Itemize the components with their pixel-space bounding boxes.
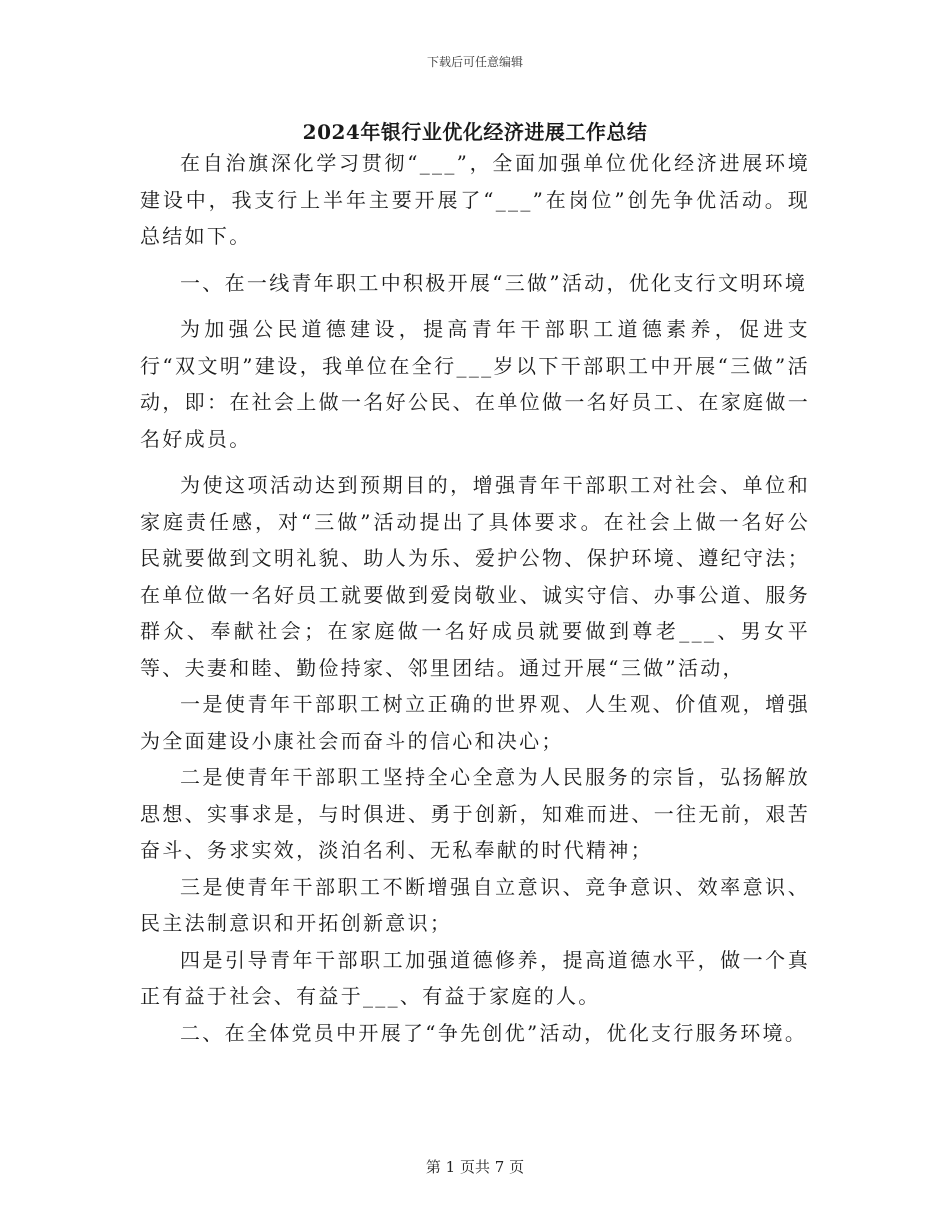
paragraph-point-2: 二是使青年干部职工坚持全心全意为人民服务的宗旨，弘扬解放思想、实事求是，与时俱进、勇于创新，知难而进、一往无前，艰苦奋斗、务求实效，淡泊名利、无私奉献的时代精神； bbox=[140, 765, 810, 862]
paragraph-requirements: 为使这项活动达到预期目的，增强青年干部职工对社会、单位和家庭责任感，对“三做”活动提出了具体要求。在社会上做一名好公民就要做到文明礼貌、助人为乐、爱护公物、保护环境、遵纪守法；在单位做一名好员工就要做到爱岗敬业、诚实守信、办事公道、服务群众、奉献社会；在家庭做一名好成员就要做到尊老___、男女平等、夫妻和睦、勤俭持家、邻里团结。通过开展“三做”活动， bbox=[140, 473, 810, 680]
paragraph-point-3: 三是使青年干部职工不断增强自立意识、竞争意识、效率意识、民主法制意识和开拓创新意识； bbox=[140, 874, 810, 935]
paragraph-three-do-activity: 为加强公民道德建设，提高青年干部职工道德素养，促进支行“双文明”建设，我单位在全行___岁以下干部职工中开展“三做”活动，即：在社会上做一名好公民、在单位做一名好员工、在家庭做一名好成员。 bbox=[140, 317, 810, 451]
paragraph-point-1: 一是使青年干部职工树立正确的世界观、人生观、价值观，增强为全面建设小康社会而奋斗的信心和决心； bbox=[140, 692, 810, 753]
page-header-note: 下载后可任意编辑 bbox=[426, 55, 523, 69]
document-body bbox=[140, 145, 810, 1051]
section-heading-1: 一、在一线青年职工中积极开展“三做”活动，优化支行文明环境 bbox=[180, 270, 808, 295]
paragraph-intro: 在自治旗深化学习贯彻“___”，全面加强单位优化经济进展环境建设中，我支行上半年主要开展了“___”在岗位”创先争优活动。现总结如下。 bbox=[140, 151, 810, 248]
page-number-footer: 第 1 页共 7 页 bbox=[425, 1158, 525, 1176]
paragraph-point-4: 四是引导青年干部职工加强道德修养，提高道德水平，做一个真正有益于社会、有益于___、有益于家庭的人。 bbox=[140, 947, 810, 1008]
document-title: 2024年银行业优化经济进展工作总结 bbox=[302, 120, 648, 144]
section-heading-2: 二、在全体党员中开展了“争先创优”活动，优化支行服务环境。 bbox=[180, 1020, 808, 1045]
